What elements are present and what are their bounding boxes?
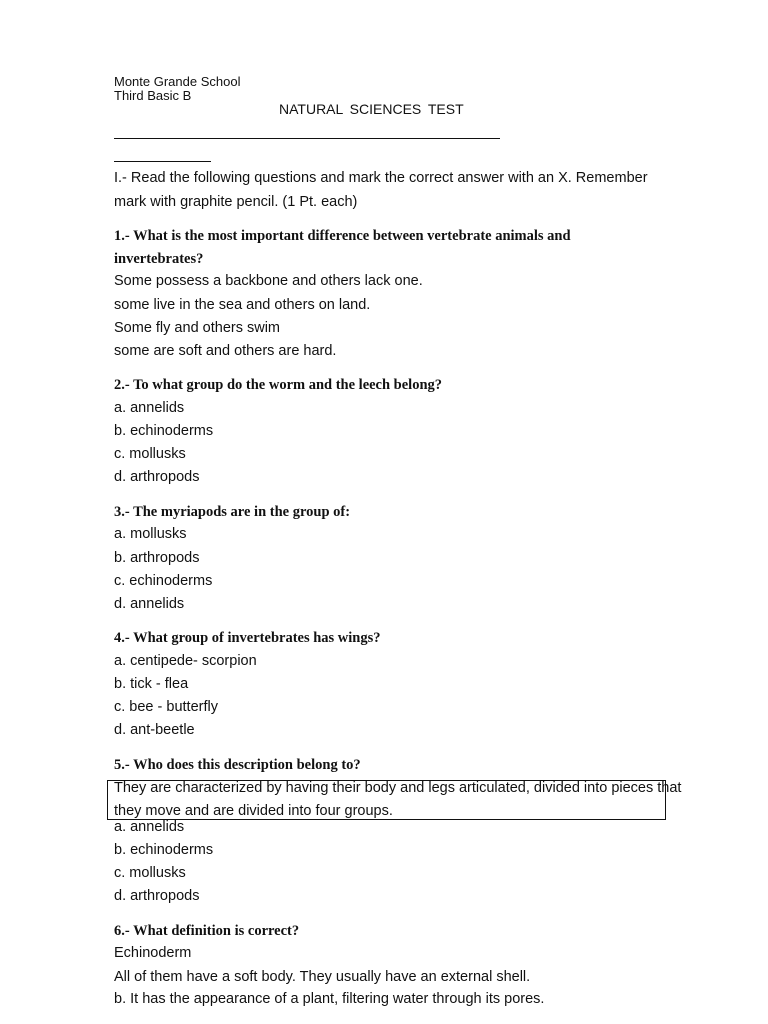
q4-option[interactable]: b. tick - flea <box>114 676 189 692</box>
q5-option[interactable]: a. annelids <box>114 819 185 835</box>
q3-option[interactable]: c. echinoderms <box>114 573 213 589</box>
question-6: 6.- What definition is correct? <box>114 923 300 939</box>
q1-option[interactable]: Some fly and others swim <box>114 320 281 336</box>
class-name: Third Basic B <box>114 88 192 103</box>
q4-option[interactable]: a. centipede- scorpion <box>114 653 257 669</box>
q1-option[interactable]: some are soft and others are hard. <box>114 343 337 359</box>
q4-option[interactable]: c. bee - butterfly <box>114 699 218 715</box>
q3-option[interactable]: d. annelids <box>114 596 185 612</box>
q2-option[interactable]: a. annelids <box>114 400 185 416</box>
description-line-1: They are characterized by having their body and legs articulated, divided into pieces that <box>114 780 682 796</box>
q5-option[interactable]: d. arthropods <box>114 888 200 904</box>
q1-option[interactable]: Some possess a backbone and others lack one. <box>114 273 423 289</box>
q4-option[interactable]: d. ant-beetle <box>114 722 195 738</box>
q5-option[interactable]: b. echinoderms <box>114 842 214 858</box>
date-line <box>114 161 211 162</box>
question-2: 2.- To what group do the worm and the leech belong? <box>114 377 443 393</box>
q5-option[interactable]: c. mollusks <box>114 865 186 881</box>
q1-option[interactable]: some live in the sea and others on land. <box>114 297 371 313</box>
q2-option[interactable]: d. arthropods <box>114 469 200 485</box>
question-3: 3.- The myriapods are in the group of: <box>114 504 351 520</box>
question-1-line-2: invertebrates? <box>114 251 204 267</box>
q6-option[interactable]: Echinoderm <box>114 945 192 961</box>
school-name: Monte Grande School <box>114 74 241 89</box>
question-1-line-1: 1.- What is the most important difference between vertebrate animals and <box>114 228 571 244</box>
q3-option[interactable]: a. mollusks <box>114 526 187 542</box>
question-4: 4.- What group of invertebrates has wings? <box>114 630 381 646</box>
q2-option[interactable]: c. mollusks <box>114 446 186 462</box>
instructions-line-2: mark with graphite pencil. (1 Pt. each) <box>114 194 358 210</box>
q6-option[interactable]: All of them have a soft body. They usually have an external shell. <box>114 969 531 985</box>
name-line <box>114 138 500 139</box>
q6-option[interactable]: b. It has the appearance of a plant, filtering water through its pores. <box>114 991 545 1007</box>
question-5: 5.- Who does this description belong to? <box>114 757 361 773</box>
q3-option[interactable]: b. arthropods <box>114 550 200 566</box>
q2-option[interactable]: b. echinoderms <box>114 423 214 439</box>
page-title: NATURAL SCIENCES TEST <box>279 101 464 117</box>
description-line-2: they move and are divided into four groups. <box>114 803 393 819</box>
instructions-line-1: I.- Read the following questions and mark the correct answer with an X. Remember <box>114 170 648 186</box>
